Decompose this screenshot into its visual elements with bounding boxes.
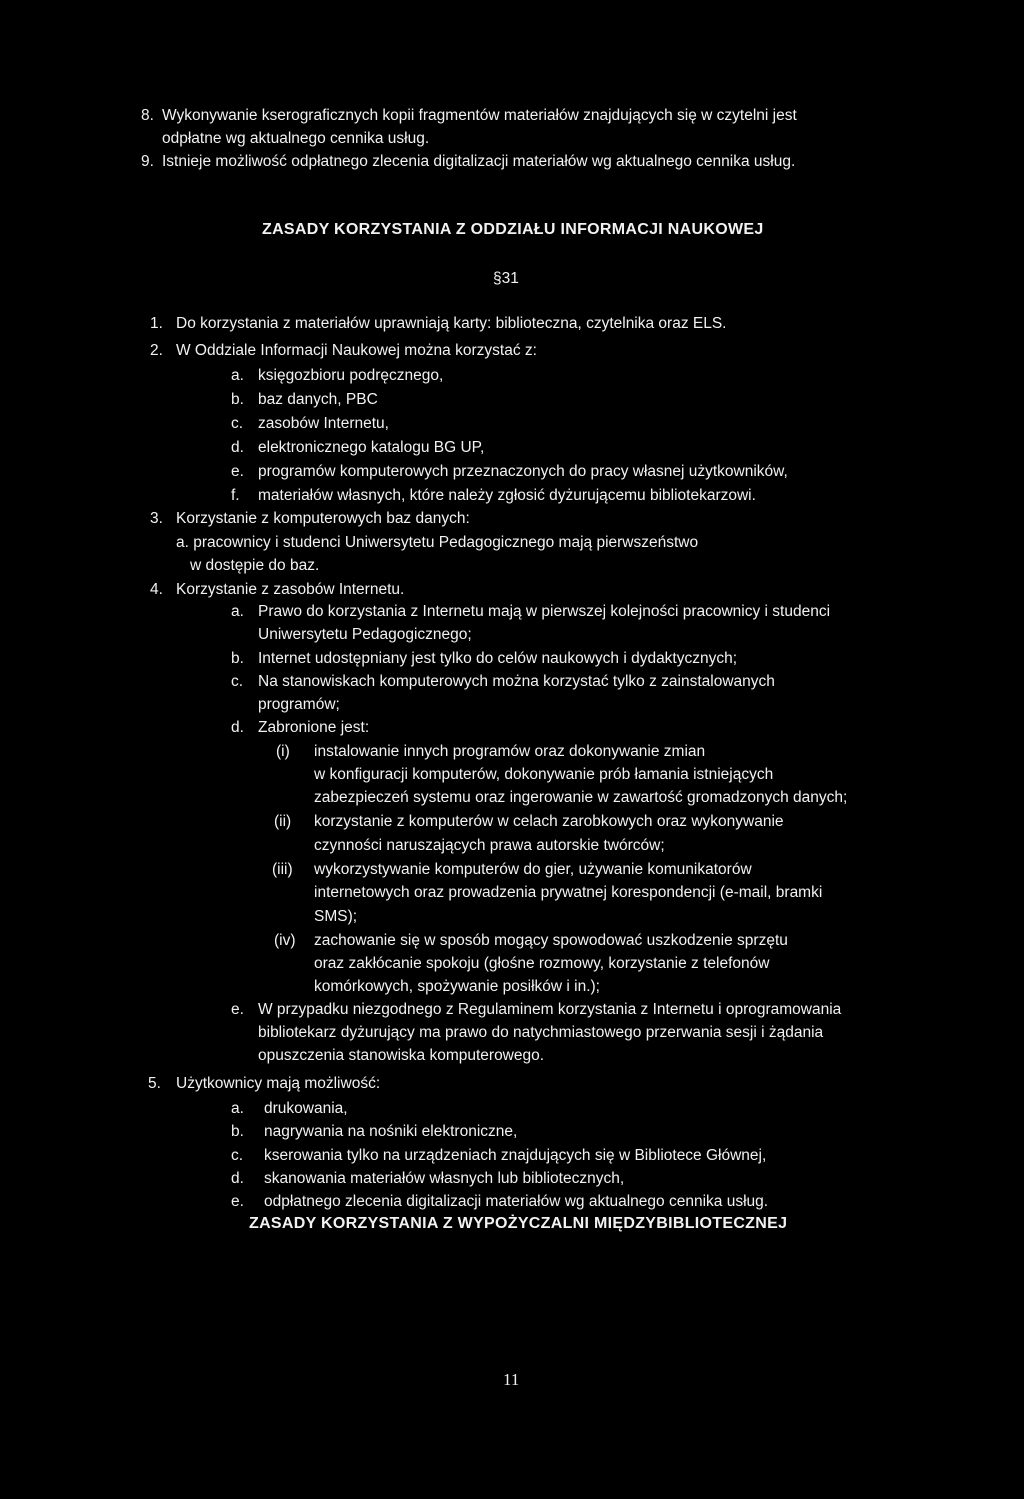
point-4d-ii-line-1: korzystanie z komputerów w celach zarobkowych oraz wykonywanie	[314, 813, 784, 830]
point-4c-letter: c.	[231, 673, 244, 690]
point-2-item-text: księgozbioru podręcznego,	[258, 367, 444, 384]
point-4e-line-3: opuszczenia stanowiska komputerowego.	[258, 1047, 545, 1064]
point-5-text: Użytkownicy mają możliwość:	[176, 1075, 381, 1092]
point-4c-line-2: programów;	[258, 696, 340, 713]
section-heading-information: ZASADY KORZYSTANIA Z ODDZIAŁU INFORMACJI NAUKOWEJ	[262, 221, 764, 238]
point-4a-line-1: Prawo do korzystania z Internetu mają w pierwszej kolejności pracownicy i studenci	[258, 603, 831, 620]
point-3a-line-1: a. pracownicy i studenci Uniwersytetu Pedagogicznego mają pierwszeństwo	[176, 534, 699, 551]
point-4d-i-line-2: w konfiguracji komputerów, dokonywanie prób łamania istniejących	[314, 766, 774, 783]
point-4d-iv-line-2: oraz zakłócanie spokoju (głośne rozmowy, korzystanie z telefonów	[314, 955, 770, 972]
point-2-item-letter: b.	[231, 391, 244, 408]
point-5-item-text: drukowania,	[264, 1100, 348, 1117]
point-4d-iii-line-1: wykorzystywanie komputerów do gier, używanie komunikatorów	[314, 861, 752, 878]
point-5-item-letter: d.	[231, 1170, 244, 1187]
point-3-number: 3.	[150, 510, 163, 527]
point-2-item-letter: e.	[231, 463, 244, 480]
point-4-text: Korzystanie z zasobów Internetu.	[176, 581, 405, 598]
item-8-line-1: Wykonywanie kserograficznych kopii fragmentów materiałów znajdujących się w czytelni jest	[162, 107, 797, 124]
point-2-item-text: programów komputerowych przeznaczonych do pracy własnej użytkowników,	[258, 463, 788, 480]
paragraph-sign: §31	[493, 270, 519, 287]
point-4b-text: Internet udostępniany jest tylko do celów naukowych i dydaktycznych;	[258, 650, 738, 667]
section-heading-interlibrary: ZASADY KORZYSTANIA Z WYPOŻYCZALNI MIĘDZYBIBLIOTECZNEJ	[249, 1215, 788, 1232]
item-9-text: Istnieje możliwość odpłatnego zlecenia digitalizacji materiałów wg aktualnego cennika usług.	[162, 153, 796, 170]
point-4d-text: Zabronione jest:	[258, 719, 370, 736]
point-2-item-letter: d.	[231, 439, 244, 456]
point-4a-letter: a.	[231, 603, 244, 620]
item-8-line-2: odpłatne wg aktualnego cennika usług.	[162, 130, 430, 147]
point-4d-i-line-3: zabezpieczeń systemu oraz ingerowanie w zawartość gromadzonych danych;	[314, 789, 848, 806]
point-2-item-text: zasobów Internetu,	[258, 415, 389, 432]
point-4d-ii-line-2: czynności naruszających prawa autorskie twórców;	[314, 837, 665, 854]
point-3-text: Korzystanie z komputerowych baz danych:	[176, 510, 470, 527]
point-2-number: 2.	[150, 342, 163, 359]
point-4b-letter: b.	[231, 650, 244, 667]
point-2-item-letter: c.	[231, 415, 244, 432]
point-4c-line-1: Na stanowiskach komputerowych można korzystać tylko z zainstalowanych	[258, 673, 775, 690]
point-2-text: W Oddziale Informacji Naukowej można korzystać z:	[176, 342, 537, 359]
point-4d-iii-line-3: SMS);	[314, 908, 358, 925]
point-4e-line-2: bibliotekarz dyżurujący ma prawo do natychmiastowego przerwania sesji i żądania	[258, 1024, 824, 1041]
point-4a-line-2: Uniwersytetu Pedagogicznego;	[258, 626, 472, 643]
point-2-item-letter: f.	[231, 487, 240, 504]
point-4e-line-1: W przypadku niezgodnego z Regulaminem korzystania z Internetu i oprogramowania	[258, 1001, 842, 1018]
point-5-item-letter: e.	[231, 1193, 244, 1210]
point-5-item-letter: c.	[231, 1147, 244, 1164]
point-1-text: Do korzystania z materiałów uprawniają karty: biblioteczna, czytelnika oraz ELS.	[176, 315, 727, 332]
point-2-item-text: baz danych, PBC	[258, 391, 378, 408]
point-4d-iv-line-1: zachowanie się w sposób mogący spowodować uszkodzenie sprzętu	[314, 932, 788, 949]
point-4d-ii-number: (ii)	[274, 813, 292, 830]
point-5-item-text: nagrywania na nośniki elektroniczne,	[264, 1123, 518, 1140]
point-3a-line-2: w dostępie do baz.	[190, 557, 320, 574]
point-2-item-text: elektronicznego katalogu BG UP,	[258, 439, 485, 456]
point-4d-i-number: (i)	[276, 743, 290, 760]
point-5-number: 5.	[148, 1075, 161, 1092]
point-5-item-letter: a.	[231, 1100, 244, 1117]
point-5-item-letter: b.	[231, 1123, 244, 1140]
item-9-number: 9.	[141, 153, 154, 170]
point-4d-iv-line-3: komórkowych, spożywanie posiłków i in.);	[314, 978, 600, 995]
point-1-number: 1.	[150, 315, 163, 332]
point-5-item-text: skanowania materiałów własnych lub bibliotecznych,	[264, 1170, 625, 1187]
page-number: 11	[503, 1370, 520, 1389]
point-4-number: 4.	[150, 581, 163, 598]
point-2-item-text: materiałów własnych, które należy zgłosić dyżurującemu bibliotekarzowi.	[258, 487, 756, 504]
point-4d-iii-line-2: internetowych oraz prowadzenia prywatnej korespondencji (e-mail, bramki	[314, 884, 823, 901]
point-4d-iii-number: (iii)	[272, 861, 293, 878]
point-4e-letter: e.	[231, 1001, 244, 1018]
point-4d-iv-number: (iv)	[274, 932, 296, 949]
item-8-number: 8.	[141, 107, 154, 124]
point-5-item-text: kserowania tylko na urządzeniach znajdujących się w Bibliotece Głównej,	[264, 1147, 767, 1164]
point-2-item-letter: a.	[231, 367, 244, 384]
point-4d-letter: d.	[231, 719, 244, 736]
point-5-item-text: odpłatnego zlecenia digitalizacji materiałów wg aktualnego cennika usług.	[264, 1193, 769, 1210]
point-4d-i-line-1: instalowanie innych programów oraz dokonywanie zmian	[314, 743, 706, 760]
